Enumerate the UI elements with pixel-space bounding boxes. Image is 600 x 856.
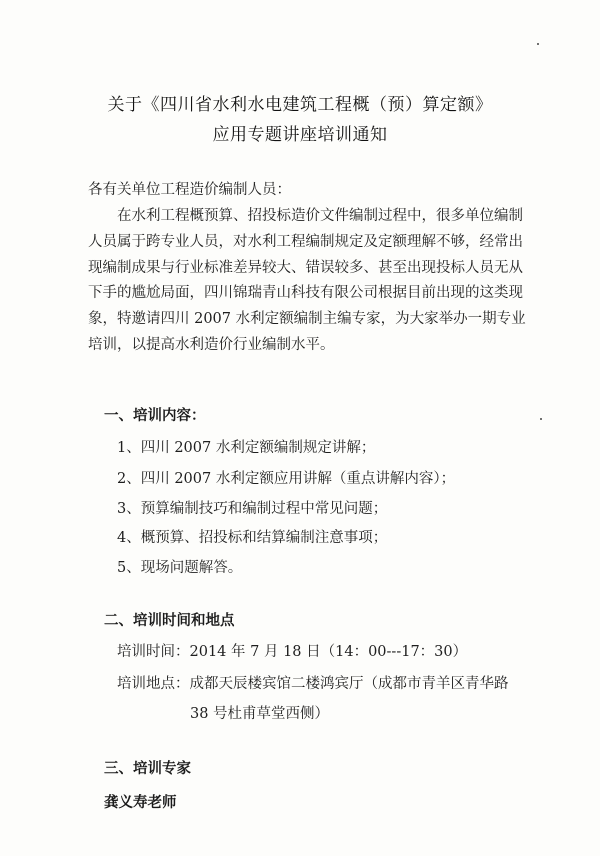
section1-item: 2、四川 2007 水利定额应用讲解（重点讲解内容）；: [117, 471, 456, 487]
document-title-line1: 关于《四川省水利水电建筑工程概（预）算定额》: [107, 95, 493, 115]
intro-line: 培训，以提高水利造价行业编制水平。: [88, 336, 335, 353]
scan-speck: [540, 418, 542, 420]
section1-item: 4、概预算、招投标和结算编制注意事项；: [117, 530, 388, 546]
section2-heading: 二、培训时间和地点: [104, 612, 235, 629]
section3-heading: 三、培训专家: [104, 760, 191, 777]
section1-heading: 一、培训内容：: [104, 407, 206, 424]
salutation: 各有关单位工程造价编制人员：: [88, 182, 291, 198]
intro-line: 象，特邀请四川 2007 水利定额编制主编专家，为大家举办一期专业: [88, 311, 526, 328]
intro-line: 下手的尴尬局面，四川锦瑞青山科技有限公司根据目前出现的这类现: [88, 285, 523, 302]
intro-line: 人员属于跨专业人员，对水利工程编制规定及定额理解不够，经常出: [88, 233, 523, 250]
training-location-line1: 培训地点：成都天辰楼宾馆二楼鸿宾厅（成都市青羊区青华路: [117, 676, 509, 692]
document-title-line2: 应用专题讲座培训通知: [212, 125, 388, 145]
section1-item: 5、现场问题解答。: [117, 560, 243, 576]
training-time: 培训时间：2014 年 7 月 18 日（14：00---17：30）: [117, 644, 468, 660]
intro-paragraph: [88, 204, 526, 359]
scan-speck: [537, 43, 539, 45]
training-location-line2: 38 号杜甫草堂西侧）: [190, 706, 330, 722]
section1-item: 3、预算编制技巧和编制过程中常见问题；: [117, 501, 388, 517]
intro-line: 在水利工程概预算、招投标造价文件编制过程中，很多单位编制: [117, 208, 523, 224]
expert-name: 龚义寿老师: [104, 794, 177, 811]
intro-line: 现编制成果与行业标准差异较大、错误较多、甚至出现投标人员无从: [88, 259, 523, 276]
section1-item: 1、四川 2007 水利定额编制规定讲解；: [117, 440, 376, 456]
